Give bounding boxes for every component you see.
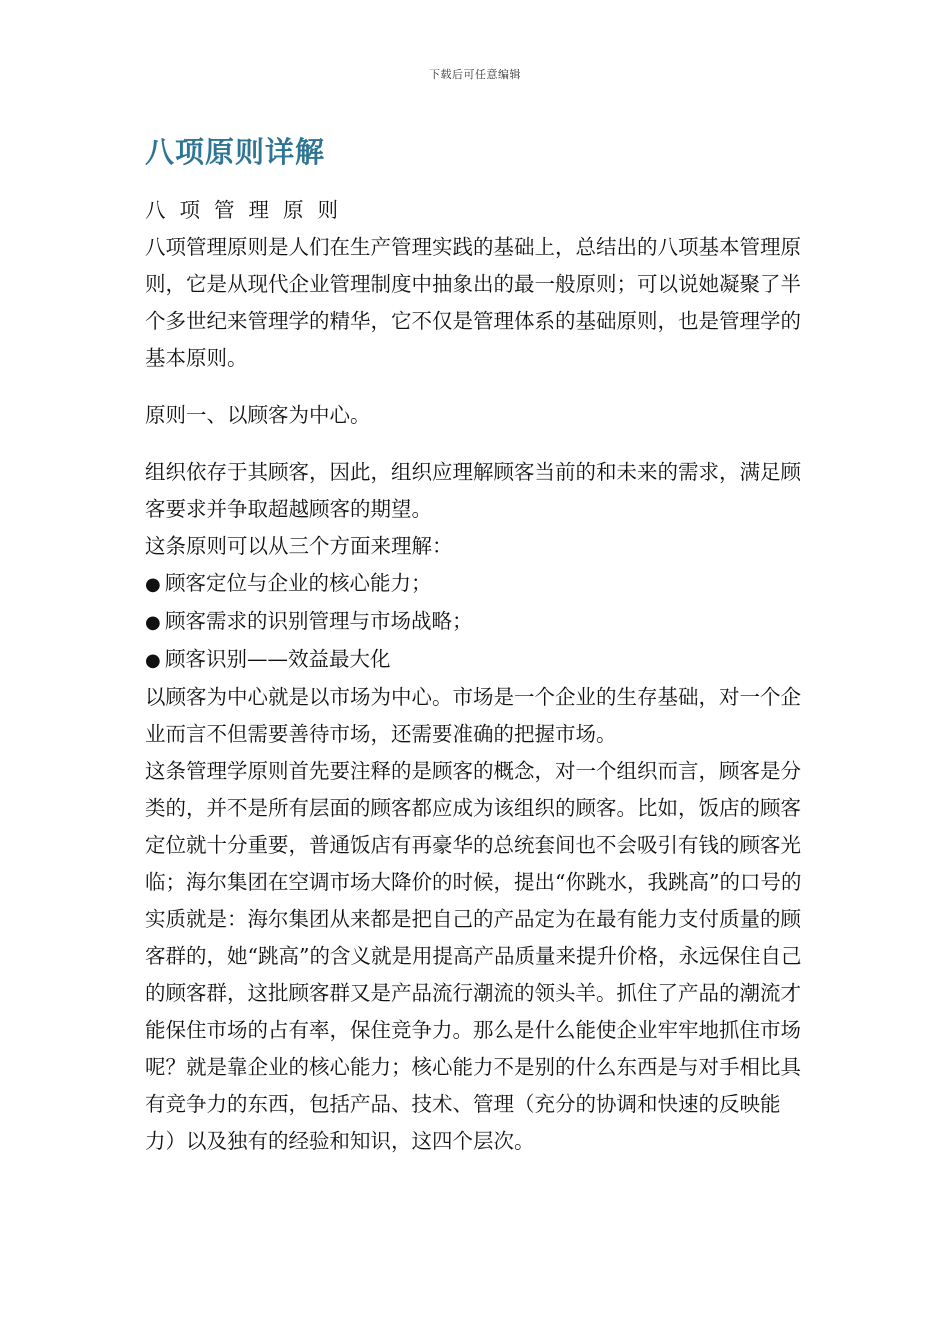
bullet-item [145,603,805,641]
bullet-text: 顾客识别——效益最大化 [165,647,391,671]
market-paragraph: 以顾客为中心就是以市场为中心。市场是一个企业的生存基础，对一个企业而言不但需要善待市场，还需要准确的把握市场。 [145,685,801,746]
section-subtitle: 八项管理原则 [145,198,352,222]
bullet-dot-icon: ● [145,650,161,671]
bullet-text: 顾客需求的识别管理与市场战略； [165,609,473,633]
page-header-note: 下载后可任意编辑 [429,68,521,81]
principle-paragraph: 组织依存于其顾客，因此，组织应理解顾客当前的和未来的需求，满足顾客要求并争取超越顾客的期望。 [145,460,801,521]
bullet-item [145,565,805,603]
intro-paragraph: 八项管理原则是人们在生产管理实践的基础上，总结出的八项基本管理原则，它是从现代企业管理制度中抽象出的最一般原则；可以说她凝聚了半个多世纪来管理学的精华，它不仅是管理体系的基础原则，也是管理学的基本原则。 [145,235,801,370]
aspects-intro: 这条原则可以从三个方面来理解： [145,534,453,558]
bullet-item [145,641,805,679]
document-title: 八项原则详解 [145,135,326,169]
document-body [145,192,805,1160]
bullet-text: 顾客定位与企业的核心能力； [165,571,432,595]
concept-paragraph: 这条管理学原则首先要注释的是顾客的概念，对一个组织而言，顾客是分类的，并不是所有层面的顾客都应成为该组织的顾客。比如，饭店的顾客定位就十分重要，普通饭店有再豪华的总统套间也不会吸引有钱的顾客光临；海尔集团在空调市场大降价的时候，提出“你跳水，我跳高”的口号的实质就是：海尔集团从来都是把自己的产品定为在最有能力支付质量的顾客群的，她“跳高”的含义就是用提高产品质量来提升价格，永远保住自己的顾客群，这批顾客群又是产品流行潮流的领头羊。抓住了产品的潮流才能保住市场的占有率，保住竞争力。那么是什么能使企业牢牢地抓住市场呢？就是靠企业的核心能力；核心能力不是别的什么东西是与对手相比具有竞争力的东西，包括产品、技术、管理（充分的协调和快速的反映能力）以及独有的经验和知识，这四个层次。 [145,759,802,1153]
principle-heading: 原则一、以顾客为中心。 [145,403,371,427]
bullet-dot-icon: ● [145,612,161,633]
bullet-dot-icon: ● [145,574,161,595]
